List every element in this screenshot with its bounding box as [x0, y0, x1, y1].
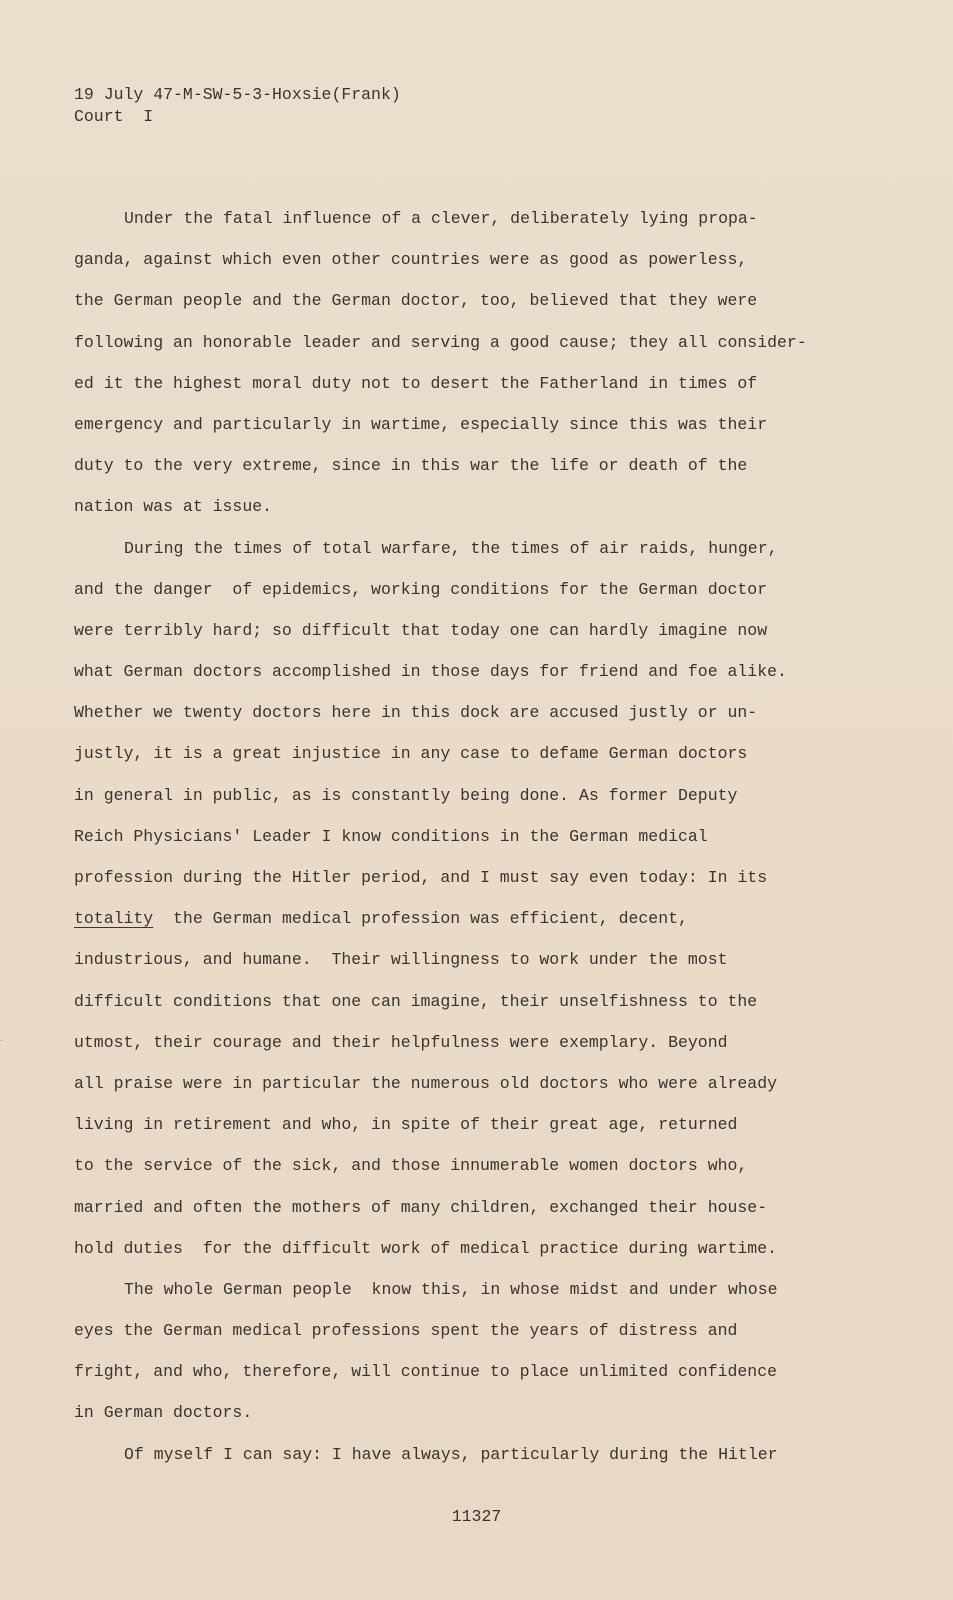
- text-line: [74, 904, 834, 945]
- text-line: Of myself I can say: I have always, particularly during the Hitler: [124, 1444, 778, 1464]
- text-line: During the times of total warfare, the times of air raids, hunger,: [124, 538, 778, 558]
- text-line: nation was at issue.: [74, 497, 273, 517]
- text-line: to the service of the sick, and those innumerable women doctors who,: [74, 1156, 748, 1176]
- court-label: Court I: [74, 107, 154, 126]
- text-line: utmost, their courage and their helpfulness were exemplary. Beyond: [74, 1032, 728, 1052]
- testimony-text: [74, 204, 834, 1481]
- paper-mark: [0, 1040, 3, 1041]
- text-line: hold duties for the difficult work of medical practice during wartime.: [74, 1238, 778, 1258]
- text-line: following an honorable leader and serving a good cause; they all consider-: [74, 332, 807, 352]
- line-text: the German medical profession was efficient, decent,: [153, 909, 688, 929]
- text-line: all praise were in particular the numerous old doctors who were already: [74, 1073, 778, 1093]
- page-number: 11327: [451, 1507, 502, 1526]
- text-line: Reich Physicians' Leader I know conditions in the German medical: [74, 826, 708, 846]
- text-line: The whole German people know this, in whose midst and under whose: [124, 1279, 778, 1299]
- text-line: in German doctors.: [74, 1403, 253, 1423]
- text-line: duty to the very extreme, since in this war the life or death of the: [74, 456, 748, 476]
- text-line: difficult conditions that one can imagine, their unselfishness to the: [74, 991, 758, 1011]
- text-line: ed it the highest moral duty not to desert the Fatherland in times of: [74, 373, 758, 393]
- underlined-word: totality: [74, 909, 154, 929]
- document-header: [74, 84, 401, 128]
- text-line: industrious, and humane. Their willingness to work under the most: [74, 950, 728, 970]
- transcript-reference: 19 July 47-M-SW-5-3-Hoxsie(Frank): [74, 85, 401, 104]
- text-line: fright, and who, therefore, will continue to place unlimited confidence: [74, 1362, 778, 1382]
- text-line: living in retirement and who, in spite of their great age, returned: [74, 1115, 738, 1135]
- text-line: married and often the mothers of many children, exchanged their house-: [74, 1197, 768, 1217]
- text-line: profession during the Hitler period, and I must say even today: In its: [74, 868, 768, 887]
- text-line: were terribly hard; so difficult that today one can hardly imagine now: [74, 620, 768, 640]
- text-line: eyes the German medical professions spent the years of distress and: [74, 1321, 738, 1341]
- text-line: what German doctors accomplished in those days for friend and foe alike.: [74, 662, 787, 682]
- text-line: the German people and the German doctor, too, believed that they were: [74, 291, 758, 311]
- text-line: ganda, against which even other countries were as good as powerless,: [74, 250, 748, 270]
- text-line: justly, it is a great injustice in any case to defame German doctors: [74, 744, 748, 764]
- text-line: emergency and particularly in wartime, especially since this was their: [74, 414, 768, 434]
- text-line: in general in public, as is constantly being done. As former Deputy: [74, 785, 738, 805]
- text-line: Under the fatal influence of a clever, deliberately lying propa-: [124, 209, 758, 228]
- text-line: Whether we twenty doctors here in this dock are accused justly or un-: [74, 703, 758, 723]
- text-line: and the danger of epidemics, working conditions for the German doctor: [74, 579, 768, 599]
